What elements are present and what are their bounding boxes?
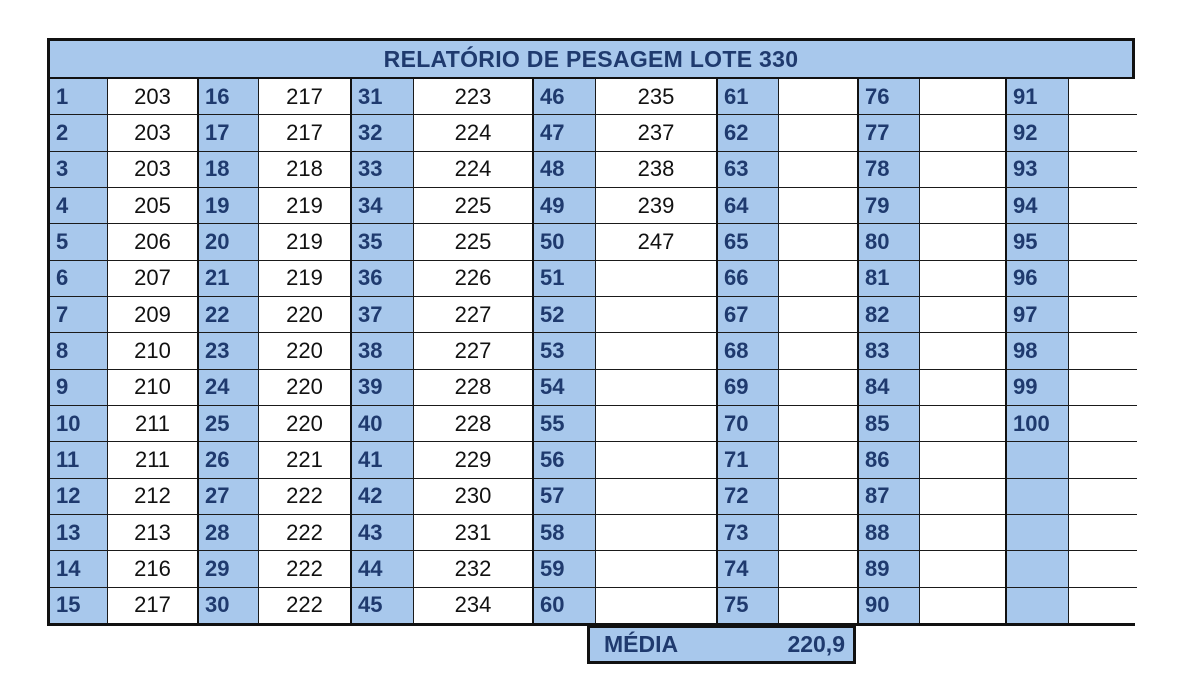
animal-number-column (718, 79, 779, 623)
weight-cell (779, 551, 857, 587)
animal-number-cell: 44 (352, 551, 413, 587)
weight-cell (1069, 551, 1137, 587)
animal-number-cell: 30 (205, 592, 230, 618)
weight-cell (920, 261, 1005, 297)
weight-cell: 235 (596, 79, 716, 115)
animal-number-cell: 25 (199, 406, 258, 442)
animal-number-cell: 52 (534, 297, 595, 333)
animal-number-cell: 29 (199, 551, 258, 587)
weight-cell (596, 406, 716, 442)
animal-number-cell: 96 (1007, 261, 1068, 297)
weighing-report-table (47, 38, 1135, 626)
weight-cell (596, 370, 716, 406)
weight-cell (779, 588, 857, 623)
animal-number-cell: 43 (352, 515, 413, 551)
animal-number-cell: 41 (352, 442, 413, 478)
weight-cell: 211 (108, 406, 197, 442)
weight-cell (1069, 224, 1137, 260)
weight-column (108, 79, 199, 623)
animal-number-cell (1007, 588, 1068, 623)
weight-cell (596, 333, 716, 369)
animal-number-cell: 58 (534, 515, 595, 551)
animal-number-cell: 85 (859, 406, 919, 442)
weight-cell: 203 (108, 152, 197, 188)
weight-cell (596, 261, 716, 297)
weight-cell (920, 588, 1005, 623)
animal-number-cell: 27 (199, 479, 258, 515)
weight-cell: 231 (414, 515, 532, 551)
animal-number-cell: 92 (1007, 115, 1068, 151)
weight-cell (779, 224, 857, 260)
animal-number-cell (1007, 442, 1068, 478)
weight-cell: 247 (596, 224, 716, 260)
weight-cell (920, 370, 1005, 406)
animal-number-cell: 16 (199, 79, 258, 115)
weight-cell (779, 297, 857, 333)
weight-cell: 216 (108, 551, 197, 587)
animal-number-column (352, 79, 414, 623)
weight-cell: 232 (414, 551, 532, 587)
animal-number-cell: 7 (50, 297, 107, 333)
weight-cell: 213 (108, 515, 197, 551)
average-box (587, 626, 856, 664)
column-group-3 (352, 79, 534, 623)
animal-number-cell (1007, 515, 1068, 551)
animal-number-cell: 67 (718, 297, 778, 333)
animal-number-cell: 49 (534, 188, 595, 224)
weight-cell (920, 115, 1005, 151)
weight-cell: 210 (108, 370, 197, 406)
animal-number-cell: 82 (859, 297, 919, 333)
weight-cell: 228 (414, 370, 532, 406)
animal-number-cell: 34 (352, 188, 413, 224)
weight-cell (779, 79, 857, 115)
animal-number-cell: 5 (50, 224, 107, 260)
weight-cell (920, 442, 1005, 478)
animal-number-cell: 45 (358, 592, 383, 618)
weight-cell (596, 515, 716, 551)
animal-number-cell: 35 (352, 224, 413, 260)
animal-number-cell: 17 (199, 115, 258, 151)
weight-cell (1069, 406, 1137, 442)
weight-cell: 205 (108, 188, 197, 224)
animal-number-cell (1007, 479, 1068, 515)
weight-cell: 228 (414, 406, 532, 442)
column-group-4 (534, 79, 718, 623)
animal-number-cell: 39 (352, 370, 413, 406)
weight-cell: 227 (414, 297, 532, 333)
animal-number-cell: 72 (718, 479, 778, 515)
animal-number-column (859, 79, 920, 623)
column-group-1 (50, 79, 199, 623)
column-group-5 (718, 79, 859, 623)
animal-number-column (50, 79, 108, 623)
animal-number-cell: 46 (534, 79, 595, 115)
weight-cell (596, 588, 716, 623)
animal-number-cell: 100 (1007, 406, 1068, 442)
animal-number-cell: 75 (724, 592, 749, 618)
weight-column (259, 79, 352, 623)
average-label: MÉDIA (604, 631, 679, 657)
weight-column (779, 79, 859, 623)
weight-cell: 230 (414, 479, 532, 515)
animal-number-cell: 42 (352, 479, 413, 515)
weight-cell: 222 (259, 515, 350, 551)
animal-number-cell: 84 (859, 370, 919, 406)
column-group-7 (1007, 79, 1137, 623)
animal-number-cell: 6 (50, 261, 107, 297)
animal-number-cell: 87 (859, 479, 919, 515)
weight-cell (920, 188, 1005, 224)
weight-cell (920, 297, 1005, 333)
animal-number-cell: 3 (50, 152, 107, 188)
weight-column (920, 79, 1007, 623)
weights-grid (50, 79, 1132, 623)
animal-number-cell: 51 (534, 261, 595, 297)
weight-cell (779, 370, 857, 406)
animal-number-cell: 74 (718, 551, 778, 587)
animal-number-cell: 95 (1007, 224, 1068, 260)
animal-number-cell: 55 (534, 406, 595, 442)
animal-number-cell: 40 (352, 406, 413, 442)
animal-number-cell: 18 (199, 152, 258, 188)
animal-number-cell: 13 (50, 515, 107, 551)
weight-cell (779, 152, 857, 188)
weight-cell: 219 (259, 224, 350, 260)
weight-cell: 217 (259, 79, 350, 115)
animal-number-cell: 33 (352, 152, 413, 188)
weight-cell: 222 (286, 592, 323, 618)
weight-cell: 219 (259, 188, 350, 224)
animal-number-cell: 4 (50, 188, 107, 224)
animal-number-cell: 56 (534, 442, 595, 478)
animal-number-cell: 98 (1007, 333, 1068, 369)
animal-number-cell: 89 (859, 551, 919, 587)
animal-number-cell: 63 (718, 152, 778, 188)
animal-number-cell: 83 (859, 333, 919, 369)
animal-number-column (1007, 79, 1069, 623)
weight-cell: 207 (108, 261, 197, 297)
weight-cell: 234 (454, 592, 492, 618)
animal-number-column (199, 79, 259, 623)
animal-number-cell: 9 (50, 370, 107, 406)
column-group-2 (199, 79, 352, 623)
animal-number-cell: 1 (50, 79, 107, 115)
weight-cell (920, 479, 1005, 515)
animal-number-cell: 86 (859, 442, 919, 478)
animal-number-cell: 61 (718, 79, 778, 115)
animal-number-cell: 54 (534, 370, 595, 406)
animal-number-cell: 73 (718, 515, 778, 551)
animal-number-cell: 50 (534, 224, 595, 260)
animal-number-cell: 88 (859, 515, 919, 551)
weight-cell: 210 (108, 333, 197, 369)
animal-number-cell: 31 (352, 79, 413, 115)
average-value: 220,9 (787, 631, 845, 657)
animal-number-cell: 28 (199, 515, 258, 551)
weight-cell (779, 515, 857, 551)
weight-cell (920, 224, 1005, 260)
weight-cell (779, 333, 857, 369)
weight-cell (779, 188, 857, 224)
weight-cell: 217 (259, 115, 350, 151)
weight-cell (1069, 152, 1137, 188)
animal-number-cell: 91 (1007, 79, 1068, 115)
animal-number-cell: 47 (534, 115, 595, 151)
weight-column (414, 79, 534, 623)
weight-cell (1069, 261, 1137, 297)
animal-number-cell: 97 (1007, 297, 1068, 333)
weight-cell (779, 406, 857, 442)
weight-cell: 220 (259, 406, 350, 442)
weight-cell (1069, 515, 1137, 551)
animal-number-cell: 77 (859, 115, 919, 151)
weight-cell (1069, 297, 1137, 333)
weight-cell: 224 (414, 115, 532, 151)
weight-cell: 238 (596, 152, 716, 188)
animal-number-cell: 60 (540, 592, 565, 618)
weight-cell: 209 (108, 297, 197, 333)
weight-cell: 225 (414, 188, 532, 224)
animal-number-cell: 59 (534, 551, 595, 587)
weight-cell: 206 (108, 224, 197, 260)
weight-cell: 212 (108, 479, 197, 515)
weight-cell (596, 479, 716, 515)
weight-cell: 239 (596, 188, 716, 224)
animal-number-cell: 70 (718, 406, 778, 442)
report-title: RELATÓRIO DE PESAGEM LOTE 330 (50, 41, 1132, 79)
weight-cell: 220 (259, 297, 350, 333)
animal-number-cell: 21 (199, 261, 258, 297)
weight-cell: 227 (414, 333, 532, 369)
weight-cell (779, 442, 857, 478)
weight-cell: 217 (134, 592, 171, 618)
weight-cell: 229 (414, 442, 532, 478)
weight-cell (779, 115, 857, 151)
animal-number-cell: 68 (718, 333, 778, 369)
weight-cell (920, 406, 1005, 442)
animal-number-cell: 26 (199, 442, 258, 478)
weight-cell: 203 (108, 115, 197, 151)
animal-number-cell: 38 (352, 333, 413, 369)
weight-cell: 225 (414, 224, 532, 260)
animal-number-cell: 65 (718, 224, 778, 260)
animal-number-cell: 12 (50, 479, 107, 515)
animal-number-cell: 57 (534, 479, 595, 515)
animal-number-cell: 62 (718, 115, 778, 151)
animal-number-cell: 71 (718, 442, 778, 478)
animal-number-cell: 22 (199, 297, 258, 333)
animal-number-cell: 19 (199, 188, 258, 224)
animal-number-cell: 53 (534, 333, 595, 369)
animal-number-cell: 15 (56, 592, 81, 618)
weight-cell (596, 551, 716, 587)
animal-number-cell: 23 (199, 333, 258, 369)
weight-column (596, 79, 718, 623)
animal-number-cell: 48 (534, 152, 595, 188)
animal-number-cell (1007, 551, 1068, 587)
animal-number-column (534, 79, 596, 623)
weight-cell (1069, 588, 1137, 623)
animal-number-cell: 2 (50, 115, 107, 151)
weight-cell: 219 (259, 261, 350, 297)
weight-column (1069, 79, 1137, 623)
animal-number-cell: 66 (718, 261, 778, 297)
weight-cell (920, 152, 1005, 188)
animal-number-cell: 11 (50, 442, 107, 478)
weight-cell: 218 (259, 152, 350, 188)
weight-cell (1069, 442, 1137, 478)
weight-cell: 222 (259, 551, 350, 587)
animal-number-cell: 81 (859, 261, 919, 297)
weight-cell: 224 (414, 152, 532, 188)
animal-number-cell: 78 (859, 152, 919, 188)
animal-number-cell: 37 (352, 297, 413, 333)
weight-cell: 226 (414, 261, 532, 297)
animal-number-cell: 14 (50, 551, 107, 587)
weight-cell: 223 (414, 79, 532, 115)
weight-cell (1069, 115, 1137, 151)
weight-cell (920, 79, 1005, 115)
weight-cell (779, 261, 857, 297)
animal-number-cell: 36 (352, 261, 413, 297)
animal-number-cell: 79 (859, 188, 919, 224)
animal-number-cell: 10 (50, 406, 107, 442)
column-group-6 (859, 79, 1007, 623)
weight-cell (596, 442, 716, 478)
weight-cell (920, 551, 1005, 587)
weight-cell (1069, 188, 1137, 224)
animal-number-cell: 94 (1007, 188, 1068, 224)
weight-cell: 222 (259, 479, 350, 515)
weight-cell: 211 (108, 442, 197, 478)
weight-cell: 237 (596, 115, 716, 151)
weight-cell: 220 (259, 333, 350, 369)
weight-cell (1069, 370, 1137, 406)
animal-number-cell: 99 (1007, 370, 1068, 406)
animal-number-cell: 93 (1007, 152, 1068, 188)
animal-number-cell: 80 (859, 224, 919, 260)
animal-number-cell: 8 (50, 333, 107, 369)
weight-cell (1069, 333, 1137, 369)
animal-number-cell: 90 (865, 592, 890, 618)
weight-cell (920, 515, 1005, 551)
weight-cell (1069, 79, 1137, 115)
weight-cell (920, 333, 1005, 369)
weight-cell: 221 (259, 442, 350, 478)
weight-cell (596, 297, 716, 333)
animal-number-cell: 20 (199, 224, 258, 260)
animal-number-cell: 24 (199, 370, 258, 406)
weight-cell (779, 479, 857, 515)
animal-number-cell: 76 (859, 79, 919, 115)
weight-cell: 203 (108, 79, 197, 115)
animal-number-cell: 69 (718, 370, 778, 406)
weight-cell: 220 (259, 370, 350, 406)
animal-number-cell: 32 (352, 115, 413, 151)
weight-cell (1069, 479, 1137, 515)
animal-number-cell: 64 (718, 188, 778, 224)
